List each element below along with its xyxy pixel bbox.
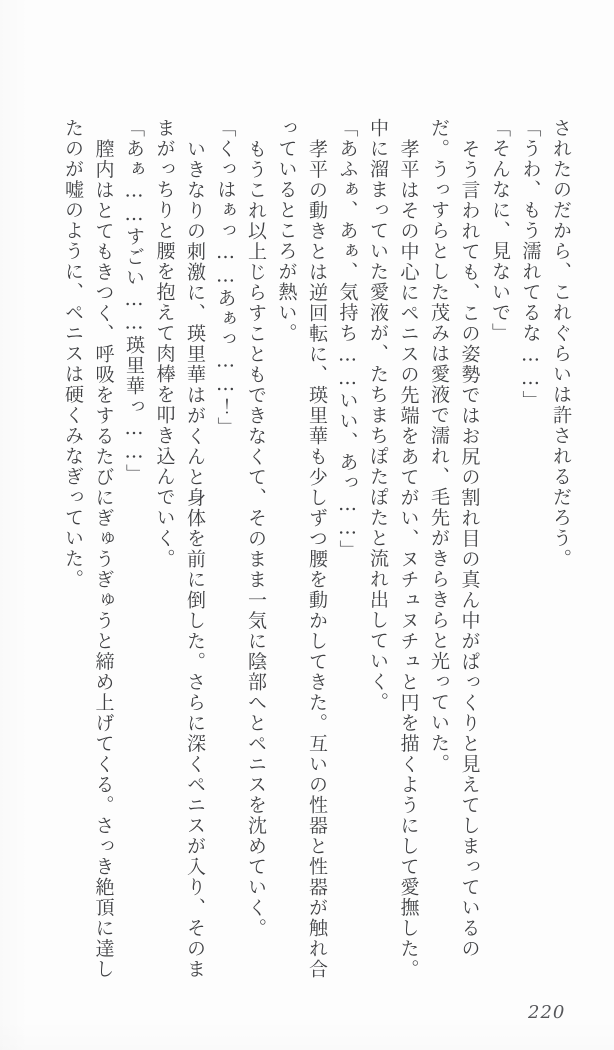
paragraph-dialogue: 「そんなに、見ないで」 [489, 118, 511, 344]
paragraph-dialogue: 「あふぁ、あぁ、気持ち……いい、あっ……」 [336, 118, 359, 561]
paragraph: されたのだから、これぐらいは許されるだろう。 [550, 118, 572, 569]
page-number: 220 [528, 1002, 566, 1023]
paragraph: もうこれ以上じらすこともできなくて、そのまま一気に陰部へとペニスを沈めていく。 [245, 138, 267, 938]
paragraph-dialogue: 「くっはぁっ……あぁっ……！」 [214, 118, 237, 438]
body-text [50, 118, 576, 998]
paragraph: いきなりの刺激に、瑛里華はがくんと身体を前に倒した。さらに深くペニスが入り、そのままがっちりと腰を抱えて肉棒を叩き込んでいく。 [153, 118, 206, 979]
paragraph: 膣内はとてもきつく、呼吸をするたびにぎゅうぎゅうと締め上げてくる。さっき絶頂に達したのが嘘のように、ペニスは硬くみなぎっていた。 [62, 118, 115, 979]
paragraph: 孝平の動きとは逆回転に、瑛里華も少しずつ腰を動かしてきた。互いの性器と性器が触れ合っているところが熱い。 [275, 118, 328, 979]
paragraph: そう言われても、この姿勢ではお尻の割れ目の真ん中がぱっくりと見えてしまっているのだ。うっすらとした茂みは愛液で濡れ、毛先がきらきらと光っていた。 [428, 118, 481, 959]
paragraph-dialogue: 「あぁ……すごい……瑛里華っ……」 [123, 118, 145, 485]
paragraph: 孝平はその中心にペニスの先端をあてがい、ヌチュヌチュと円を描くようにして愛撫した。中に溜まっていた愛液が、たちまちぽたぽたと流れ出していく。 [367, 118, 420, 979]
paragraph-dialogue: 「うわ、もう濡れてるな……」 [519, 118, 542, 411]
